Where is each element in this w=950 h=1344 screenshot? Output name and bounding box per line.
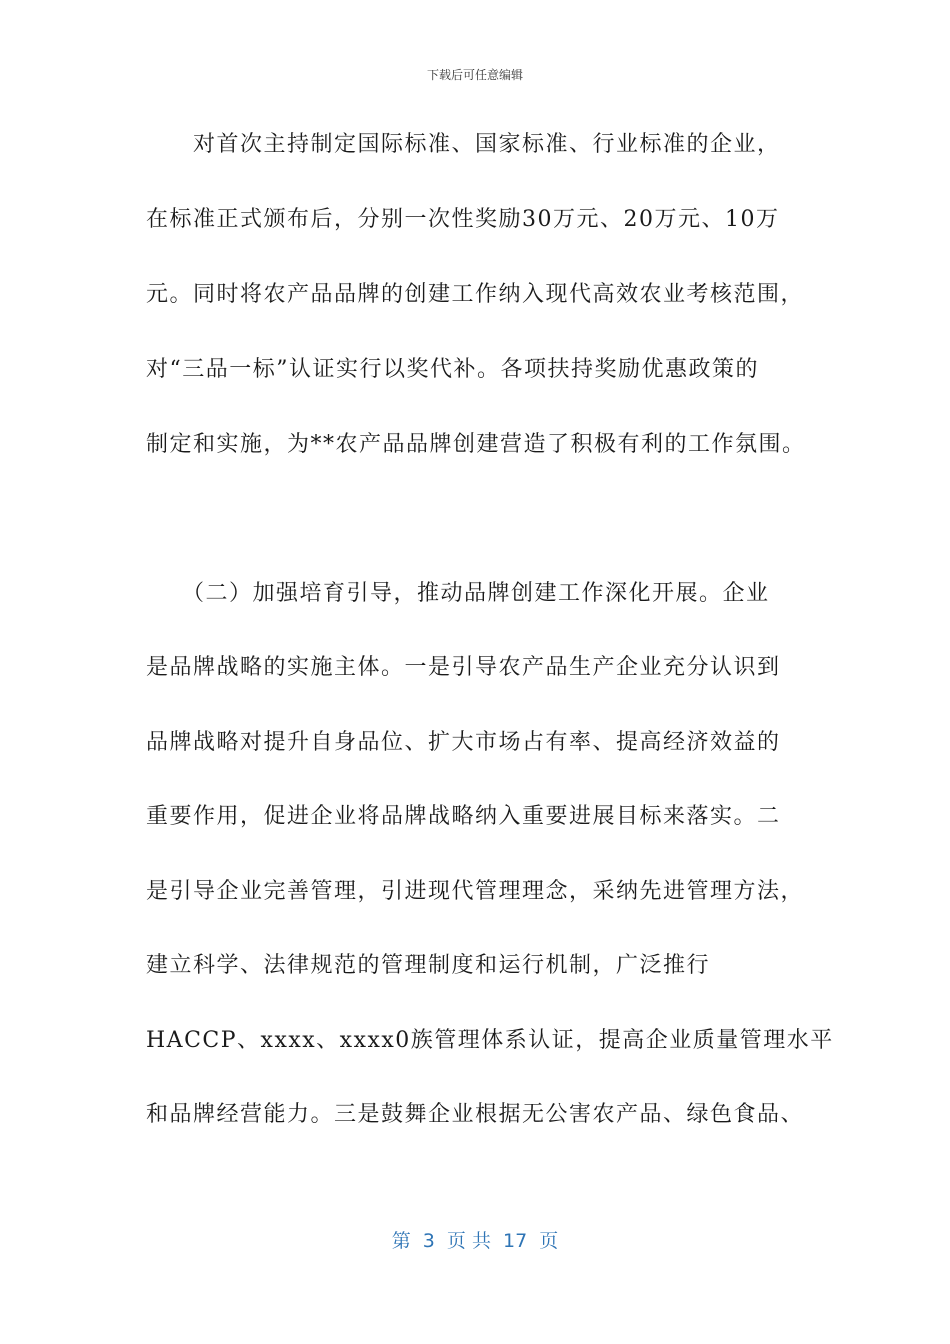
text-line: （二）加强培育引导，推动品牌创建工作深化开展。企业: [146, 581, 770, 606]
text-line: 对首次主持制定国际标准、国家标准、行业标准的企业，: [146, 132, 781, 157]
text-line: 是品牌战略的实施主体。一是引导农产品生产企业充分认识到: [146, 655, 781, 680]
header-note: 下载后可任意编辑: [426, 68, 523, 82]
text-line: 品牌战略对提升自身品位、扩大市场占有率、提高经济效益的: [146, 730, 781, 755]
page-number-footer: 第 3 页 共 17 页: [391, 1230, 559, 1252]
text-line: 制定和实施，为**农产品品牌创建营造了积极有利的工作氛围。: [146, 432, 806, 457]
text-line: 是引导企业完善管理，引进现代管理理念，采纳先进管理方法，: [146, 879, 805, 904]
text-line: 对“三品一标”认证实行以奖代补。各项扶持奖励优惠政策的: [146, 357, 759, 382]
text-line: 和品牌经营能力。三是鼓舞企业根据无公害农产品、绿色食品、: [146, 1102, 805, 1127]
text-line: 建立科学、法律规范的管理制度和运行机制，广泛推行: [146, 953, 711, 978]
text-line: 重要作用，促进企业将品牌战略纳入重要进展目标来落实。二: [146, 804, 781, 829]
text-line: 元。同时将农产品品牌的创建工作纳入现代高效农业考核范围，: [146, 282, 805, 307]
text-line: 在标准正式颁布后，分别一次性奖励30万元、20万元、10万: [146, 207, 780, 232]
text-line: HACCP、xxxx、xxxx0族管理体系认证，提高企业质量管理水平: [146, 1028, 834, 1053]
